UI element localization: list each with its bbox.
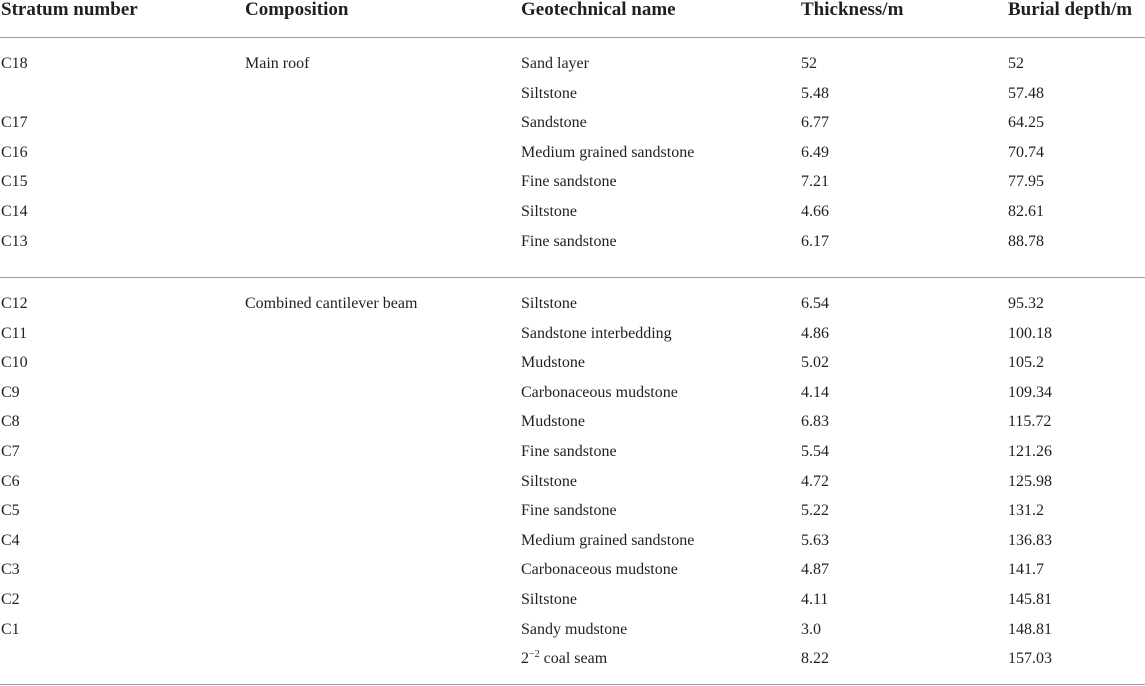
burial-depth-cell: 88.78 — [1008, 232, 1044, 250]
burial-depth-cell: 77.95 — [1008, 173, 1044, 191]
geotechnical-name-cell: Carbonaceous mudstone — [521, 561, 678, 579]
table-row — [0, 108, 1145, 138]
table-row — [0, 615, 1145, 645]
header-composition: Composition — [245, 0, 349, 20]
burial-depth-cell: 131.2 — [1008, 502, 1044, 520]
table-bottom-rule — [0, 684, 1145, 685]
geotechnical-name-cell: Sand layer — [521, 55, 589, 72]
table-row — [0, 644, 1145, 674]
geotechnical-name-cell: Carbonaceous mudstone — [521, 383, 678, 401]
burial-depth-cell: 70.74 — [1008, 143, 1044, 161]
burial-depth-cell: 115.72 — [1008, 413, 1052, 431]
thickness-cell: 6.49 — [801, 143, 829, 161]
table-row — [0, 79, 1145, 109]
table-row — [0, 585, 1145, 615]
geotechnical-name-cell: Mudstone — [521, 354, 585, 372]
geotechnical-name-cell: Fine sandstone — [521, 173, 617, 191]
burial-depth-cell: 95.32 — [1008, 295, 1044, 312]
composition-cell: Combined cantilever beam — [245, 295, 418, 312]
table-row — [0, 197, 1145, 227]
stratum-cell: C8 — [1, 413, 20, 431]
burial-depth-cell: 82.61 — [1008, 202, 1044, 220]
group-main-roof — [0, 49, 1145, 256]
thickness-cell: 4.72 — [801, 472, 829, 490]
geotechnical-name-cell: Sandstone interbedding — [521, 324, 672, 342]
thickness-cell: 5.02 — [801, 354, 829, 372]
stratum-cell: C3 — [1, 561, 20, 579]
table-row — [0, 555, 1145, 585]
geotechnical-name-cell: Medium grained sandstone — [521, 531, 695, 549]
stratum-cell: C14 — [1, 202, 28, 220]
table-row — [0, 319, 1145, 349]
burial-depth-cell: 141.7 — [1008, 561, 1044, 579]
table-header-row — [0, 0, 1145, 30]
thickness-cell: 6.17 — [801, 232, 829, 250]
burial-depth-cell: 52 — [1008, 55, 1024, 72]
geotechnical-name-cell: Siltstone — [521, 295, 578, 312]
table-row — [0, 138, 1145, 168]
stratum-cell: C13 — [1, 232, 28, 250]
burial-depth-cell: 105.2 — [1008, 354, 1044, 372]
table-row — [0, 49, 1145, 79]
geotechnical-name-cell: Fine sandstone — [521, 502, 617, 520]
header-divider — [0, 37, 1145, 38]
table-row — [0, 526, 1145, 556]
stratum-cell: C17 — [1, 114, 28, 132]
stratum-cell: C16 — [1, 143, 28, 161]
thickness-cell: 4.11 — [801, 590, 829, 608]
thickness-cell: 5.63 — [801, 531, 829, 549]
stratum-cell: C7 — [1, 442, 20, 460]
header-thickness: Thickness/m — [801, 0, 904, 20]
header-stratum-number: Stratum number — [1, 0, 138, 20]
burial-depth-cell: 100.18 — [1008, 324, 1052, 342]
geotechnical-name-cell: Fine sandstone — [521, 232, 617, 250]
stratum-cell: C1 — [1, 620, 20, 638]
thickness-cell: 4.86 — [801, 324, 829, 342]
thickness-cell: 6.83 — [801, 413, 829, 431]
geotechnical-name-cell: Mudstone — [521, 413, 585, 431]
stratum-cell: C6 — [1, 472, 20, 490]
table-row — [0, 378, 1145, 408]
burial-depth-cell: 136.83 — [1008, 531, 1052, 549]
stratum-cell: C4 — [1, 531, 20, 549]
stratum-cell: C12 — [1, 295, 28, 312]
burial-depth-cell: 64.25 — [1008, 114, 1044, 132]
group-divider — [0, 277, 1145, 278]
stratum-cell: C15 — [1, 173, 28, 191]
thickness-cell: 5.22 — [801, 502, 829, 520]
burial-depth-cell: 157.03 — [1008, 650, 1052, 668]
geotechnical-name-cell: Siltstone — [521, 472, 578, 490]
stratum-cell: C9 — [1, 383, 20, 401]
geotechnical-name-cell: Sandy mudstone — [521, 620, 628, 638]
thickness-cell: 4.14 — [801, 383, 829, 401]
table-row — [0, 348, 1145, 378]
table-row — [0, 496, 1145, 526]
table-row — [0, 407, 1145, 437]
thickness-cell: 6.54 — [801, 295, 829, 312]
geotechnical-name-cell: Fine sandstone — [521, 442, 617, 460]
burial-depth-cell: 125.98 — [1008, 472, 1052, 490]
burial-depth-cell: 148.81 — [1008, 620, 1052, 638]
header-burial-depth: Burial depth/m — [1008, 0, 1133, 20]
geotechnical-name-cell: Sandstone — [521, 114, 587, 132]
stratum-cell: C10 — [1, 354, 28, 372]
geotechnical-name-cell: Siltstone — [521, 202, 578, 220]
thickness-cell: 7.21 — [801, 173, 829, 191]
coal-seam-superscript: −2 — [529, 649, 540, 661]
table-row — [0, 467, 1145, 497]
thickness-cell: 5.48 — [801, 84, 829, 102]
coal-seam-suffix: coal seam — [539, 650, 608, 668]
thickness-cell: 52 — [801, 55, 817, 72]
coal-seam-base: 2 — [521, 650, 529, 668]
thickness-cell: 8.22 — [801, 650, 829, 668]
geotechnical-name-cell: Siltstone — [521, 590, 578, 608]
thickness-cell: 4.87 — [801, 561, 829, 579]
burial-depth-cell: 145.81 — [1008, 590, 1052, 608]
thickness-cell: 4.66 — [801, 202, 829, 220]
header-geotechnical-name: Geotechnical name — [521, 0, 676, 20]
thickness-cell: 6.77 — [801, 114, 829, 132]
composition-cell: Main roof — [245, 55, 310, 72]
burial-depth-cell: 109.34 — [1008, 383, 1052, 401]
geotechnical-name-cell: Siltstone — [521, 84, 578, 102]
table-row — [0, 289, 1145, 319]
stratum-cell: C2 — [1, 590, 20, 608]
burial-depth-cell: 57.48 — [1008, 84, 1044, 102]
table-row — [0, 437, 1145, 467]
table-row — [0, 167, 1145, 197]
stratum-cell: C11 — [1, 324, 28, 342]
geotechnical-name-cell: Medium grained sandstone — [521, 143, 695, 161]
table-row — [0, 227, 1145, 257]
burial-depth-cell: 121.26 — [1008, 442, 1052, 460]
geotechnical-name-cell — [521, 644, 607, 674]
thickness-cell: 5.54 — [801, 442, 829, 460]
stratum-cell: C18 — [1, 55, 28, 72]
stratum-cell: C5 — [1, 502, 20, 520]
group-combined-cantilever-beam — [0, 289, 1145, 674]
thickness-cell: 3.0 — [801, 620, 821, 638]
